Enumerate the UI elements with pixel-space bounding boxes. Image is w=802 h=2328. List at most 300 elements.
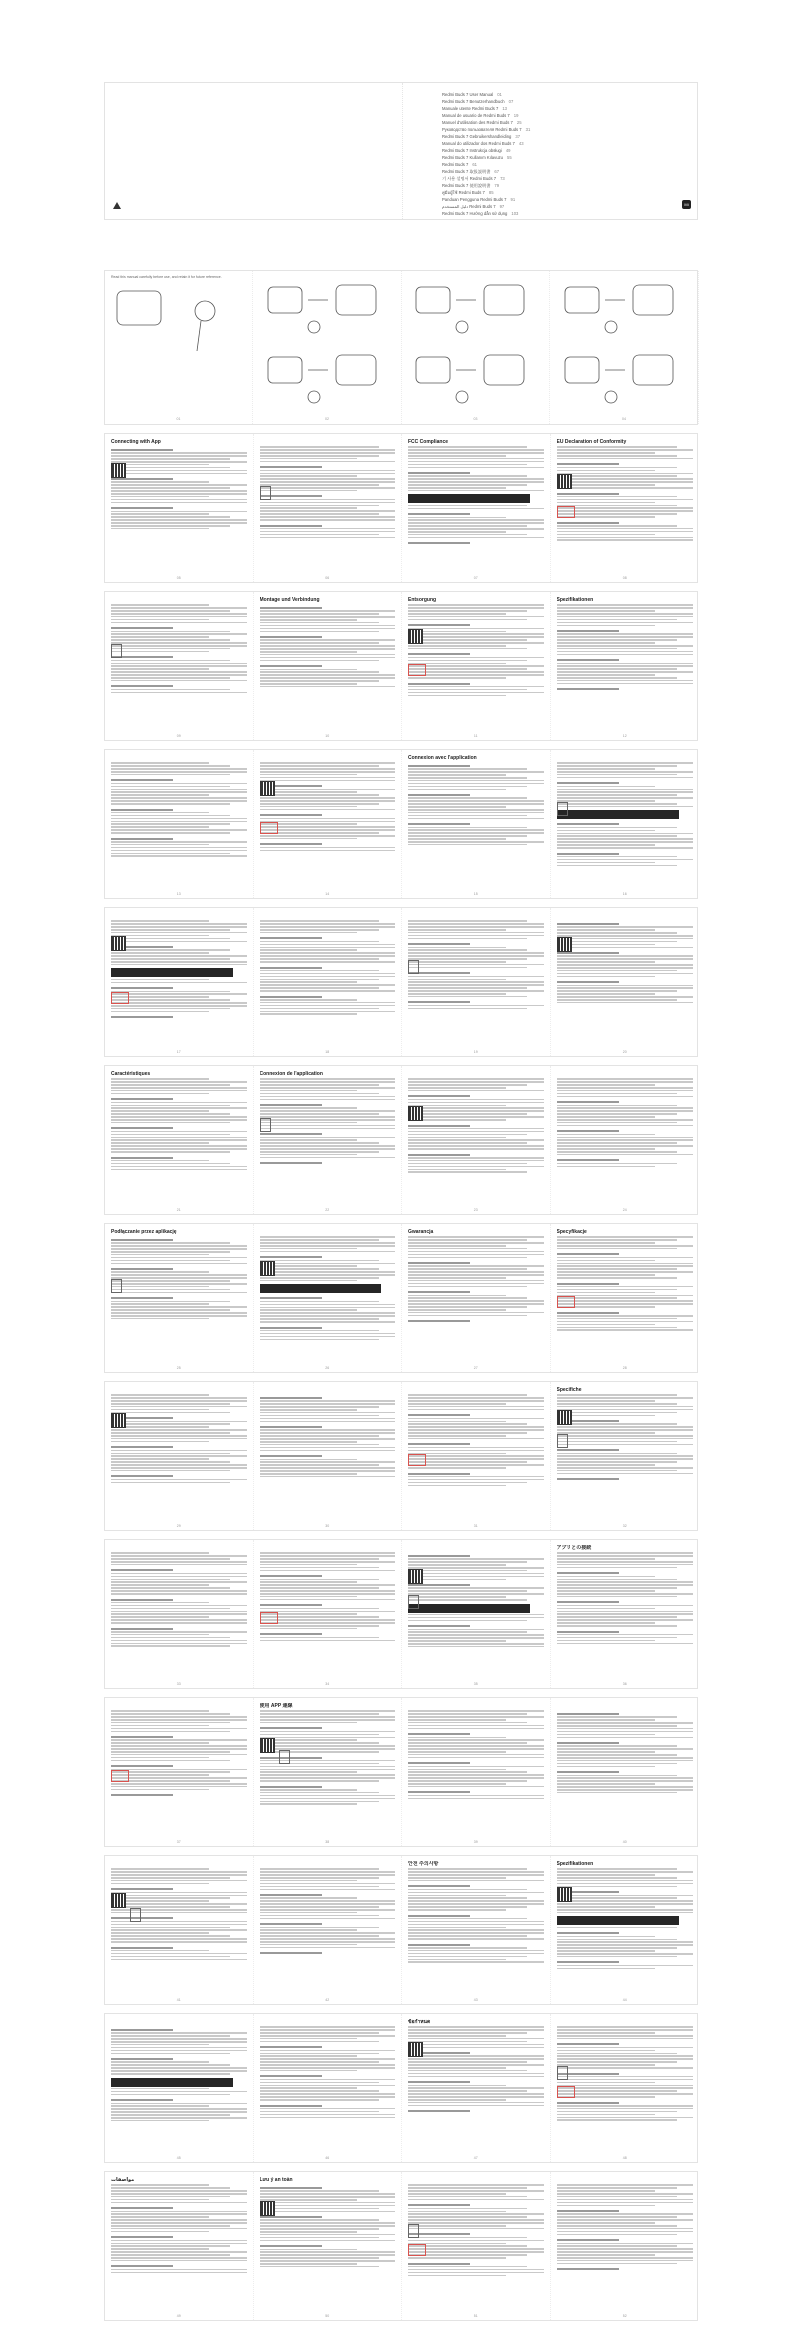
text-line — [408, 794, 470, 796]
text-line — [111, 1157, 173, 1159]
text-line — [260, 1447, 396, 1449]
manual-sheet — [104, 1223, 698, 1373]
text-line — [557, 2085, 694, 2087]
text-line — [408, 519, 544, 521]
page-number: 36 — [622, 1682, 627, 1686]
toc-page: 85 — [488, 190, 494, 195]
manual-page — [402, 1698, 551, 1846]
text-line — [111, 2196, 230, 2198]
text-line — [408, 789, 506, 791]
weee-bin-icon — [279, 1750, 290, 1764]
text-line — [557, 2047, 694, 2049]
qr-code — [408, 1106, 423, 1121]
text-line — [260, 1894, 322, 1896]
page-number: 32 — [622, 1524, 627, 1528]
text-line — [260, 2254, 396, 2256]
text-line — [260, 1002, 396, 1004]
manual-page — [551, 2172, 700, 2320]
text-line — [408, 624, 470, 626]
text-line — [111, 1950, 209, 1952]
section-heading — [557, 1703, 694, 1709]
text-line — [557, 1110, 694, 1112]
text-line — [260, 2055, 358, 2057]
text-line — [557, 1130, 620, 1132]
text-line — [408, 2093, 544, 2095]
text-line — [260, 1745, 396, 1747]
text-line — [111, 794, 209, 796]
text-line — [557, 958, 694, 960]
text-line — [111, 1163, 230, 1165]
text-line — [408, 780, 544, 782]
toc-label: Manuel d'utilisation des Redmi Buds 7 — [442, 120, 513, 125]
text-line — [111, 484, 247, 486]
text-line — [260, 1450, 396, 1452]
text-line — [111, 1107, 247, 1109]
text-line — [557, 1757, 694, 1759]
text-line — [111, 818, 247, 820]
weee-bin-icon — [408, 1595, 419, 1609]
text-line — [408, 642, 544, 644]
text-line — [260, 1148, 396, 1150]
text-line — [557, 1751, 655, 1753]
text-line — [557, 853, 620, 855]
text-line — [408, 522, 544, 524]
text-line — [260, 470, 396, 472]
text-line — [557, 2067, 694, 2069]
text-line — [260, 2222, 396, 2224]
text-line — [408, 2090, 527, 2092]
text-line — [557, 630, 620, 632]
text-line — [557, 973, 694, 975]
text-line — [260, 619, 358, 621]
text-line — [111, 692, 247, 694]
text-line — [408, 2032, 527, 2034]
text-line — [260, 1742, 379, 1744]
text-line — [260, 2193, 396, 2195]
text-line — [408, 1895, 506, 1897]
page-number: 19 — [473, 1050, 478, 1054]
text-line — [111, 1561, 247, 1563]
text-line — [111, 783, 247, 785]
text-line — [408, 1950, 544, 1952]
text-line — [408, 1719, 506, 1721]
text-line — [408, 1956, 527, 1958]
text-line — [408, 1464, 544, 1466]
text-line — [111, 1555, 247, 1557]
text-line — [260, 2111, 379, 2113]
text-line — [557, 1412, 677, 1414]
text-line — [260, 797, 396, 799]
text-line — [260, 1552, 396, 1554]
text-line — [557, 806, 694, 808]
section-heading — [111, 755, 247, 761]
text-line — [408, 1312, 544, 1314]
text-line — [260, 1604, 322, 1606]
text-line — [557, 2061, 677, 2063]
text-line — [260, 648, 396, 650]
text-line — [557, 1324, 655, 1326]
text-line — [260, 1941, 396, 1943]
text-line — [260, 1339, 379, 1341]
text-line — [557, 1122, 677, 1124]
text-line — [557, 791, 694, 793]
text-line — [260, 1789, 358, 1791]
text-line — [111, 2272, 247, 2274]
text-line — [557, 856, 677, 858]
text-line — [557, 823, 620, 825]
page-number: 26 — [325, 1366, 330, 1370]
text-line — [111, 1268, 173, 1270]
text-line — [408, 1081, 544, 1083]
manual-page — [402, 592, 551, 740]
text-line — [260, 987, 379, 989]
text-line — [557, 830, 655, 832]
text-line — [260, 1757, 322, 1759]
text-line — [260, 1128, 396, 1130]
text-line — [408, 1631, 527, 1633]
text-line — [408, 1306, 527, 1308]
text-line — [260, 1581, 358, 1583]
text-line — [557, 2076, 694, 2078]
text-line — [408, 537, 544, 539]
page-number: 11 — [473, 734, 478, 738]
text-line — [260, 1476, 396, 1478]
page-number: 44 — [622, 1998, 627, 2002]
text-line — [111, 771, 247, 773]
text-line — [111, 2067, 247, 2069]
text-line — [557, 993, 655, 995]
text-line — [260, 654, 396, 656]
text-line — [557, 1897, 677, 1899]
text-line — [408, 481, 544, 483]
text-line — [260, 484, 379, 486]
text-line — [260, 628, 396, 630]
toc-label: Redmi Buds 7 使用說明書 — [442, 183, 491, 188]
text-line — [557, 1090, 694, 1092]
warning-label — [557, 1296, 575, 1308]
text-line — [260, 1915, 379, 1917]
text-line — [111, 774, 230, 776]
text-line — [260, 1897, 358, 1899]
text-line — [557, 683, 694, 685]
text-line — [260, 475, 358, 477]
text-line — [260, 1599, 396, 1601]
text-line — [111, 1116, 247, 1118]
text-line — [408, 987, 527, 989]
text-line — [111, 2120, 209, 2122]
text-line — [111, 2108, 247, 2110]
text-line — [408, 455, 506, 457]
toc-page: 43 — [518, 141, 524, 146]
section-heading — [408, 1071, 544, 1077]
text-line — [408, 639, 527, 641]
text-line — [408, 1300, 544, 1302]
qr-code — [557, 937, 572, 952]
text-line — [260, 1619, 396, 1621]
text-line — [557, 642, 655, 644]
manual-page — [551, 750, 700, 898]
text-line — [557, 2055, 694, 2057]
text-line — [111, 613, 247, 615]
text-line — [111, 2050, 247, 2052]
text-line — [111, 1309, 230, 1311]
section-heading: Specifiche — [556, 1387, 582, 1393]
weee-bin-icon — [111, 644, 122, 658]
text-line — [111, 1306, 247, 1308]
text-line — [111, 1446, 173, 1448]
text-line — [111, 2061, 209, 2063]
text-line — [408, 2096, 544, 2098]
text-line — [260, 2260, 396, 2262]
text-line — [111, 1239, 173, 1241]
text-line — [408, 1716, 544, 1718]
text-line — [557, 1397, 694, 1399]
text-line — [408, 2110, 470, 2112]
earbuds-illustration — [402, 271, 550, 421]
text-line — [557, 1581, 694, 1583]
text-line — [111, 1573, 247, 1575]
text-line — [260, 967, 322, 969]
text-line — [260, 809, 396, 811]
section-heading — [111, 1703, 247, 1709]
text-line — [557, 680, 694, 682]
text-line — [557, 467, 677, 469]
text-line — [408, 2073, 544, 2075]
text-line — [260, 929, 379, 931]
page-number: 42 — [325, 1998, 330, 2002]
text-line — [557, 639, 677, 641]
text-line — [260, 1763, 379, 1765]
manual-page — [105, 750, 254, 898]
text-line — [408, 1142, 527, 1144]
text-line — [111, 1959, 247, 1961]
illustration-caption: Read this manual carefully before use, and retain it for future reference. — [111, 275, 222, 279]
text-line — [111, 1113, 230, 1115]
text-line — [408, 1116, 544, 1118]
section-heading — [408, 2177, 544, 2183]
text-line — [408, 1315, 527, 1317]
text-line — [408, 613, 506, 615]
text-line — [260, 473, 396, 475]
text-line — [557, 1883, 694, 1885]
text-line — [557, 2257, 694, 2259]
text-line — [260, 2058, 396, 2060]
text-line — [557, 677, 677, 679]
text-line — [111, 1312, 247, 1314]
text-line — [260, 1587, 379, 1589]
text-line — [557, 654, 694, 656]
text-line — [408, 1903, 544, 1905]
text-line — [111, 633, 247, 635]
text-line — [260, 677, 396, 679]
certification-strip — [111, 2078, 233, 2087]
text-line — [260, 1139, 358, 1141]
text-line — [408, 2211, 506, 2213]
section-heading: アプリとの接続 — [556, 1545, 592, 1551]
text-line — [557, 1877, 677, 1879]
text-line — [408, 2035, 506, 2037]
manual-sheet — [104, 1697, 698, 1847]
text-line — [260, 1421, 396, 1423]
text-line — [260, 1622, 396, 1624]
text-line — [260, 1418, 396, 1420]
page-number: 05 — [176, 576, 181, 580]
text-line — [557, 1754, 677, 1756]
text-line — [111, 1906, 230, 1908]
text-line — [111, 1093, 209, 1095]
text-line — [260, 2061, 379, 2063]
text-line — [408, 671, 544, 673]
text-line — [111, 841, 247, 843]
text-line — [408, 1733, 470, 1735]
text-line — [260, 1801, 379, 1803]
text-line — [557, 1912, 694, 1914]
text-line — [557, 2248, 694, 2250]
text-line — [557, 1874, 655, 1876]
text-line — [557, 2087, 694, 2089]
text-line — [111, 1297, 173, 1299]
text-line — [260, 794, 379, 796]
text-line — [111, 2035, 230, 2037]
text-line — [260, 525, 322, 527]
text-line — [260, 683, 358, 685]
text-line — [557, 835, 677, 837]
text-line — [408, 1774, 544, 1776]
text-line — [111, 1634, 209, 1636]
text-line — [260, 999, 358, 1001]
text-line — [260, 1162, 322, 1164]
text-line — [557, 1625, 677, 1627]
text-line — [111, 961, 247, 963]
text-line — [408, 2272, 544, 2274]
text-line — [260, 537, 396, 539]
page-number: 48 — [622, 2156, 627, 2160]
text-line — [111, 803, 230, 805]
manual-page — [551, 1066, 700, 1214]
text-line — [260, 1239, 379, 1241]
text-line — [260, 502, 396, 504]
text-line — [408, 967, 527, 969]
text-line — [557, 1939, 677, 1941]
text-line — [557, 955, 694, 957]
text-line — [111, 1016, 173, 1018]
text-line — [557, 507, 694, 509]
qr-code — [111, 936, 126, 951]
text-line — [557, 1590, 655, 1592]
certification-strip — [557, 810, 680, 819]
text-line — [557, 1587, 677, 1589]
text-line — [260, 478, 396, 480]
text-line — [111, 1777, 247, 1779]
toc-row — [442, 161, 602, 168]
text-line — [408, 464, 527, 466]
text-line — [111, 1084, 230, 1086]
manual-page — [254, 434, 403, 582]
text-line — [408, 1646, 544, 1648]
text-line — [408, 955, 544, 957]
text-line — [260, 1435, 379, 1437]
text-line — [260, 1104, 322, 1106]
qr-code — [260, 2201, 275, 2216]
text-line — [408, 1798, 544, 1800]
text-line — [111, 1883, 209, 1885]
text-line — [557, 1096, 694, 1098]
text-line — [408, 1938, 544, 1940]
text-line — [260, 534, 379, 536]
text-line — [111, 2058, 173, 2060]
text-line — [557, 1716, 677, 1718]
text-line — [260, 625, 396, 627]
text-line — [557, 1406, 694, 1408]
text-line — [260, 1087, 396, 1089]
text-line — [111, 1794, 173, 1796]
text-line — [557, 1771, 620, 1773]
text-line — [557, 2111, 677, 2113]
illustration-panel — [254, 271, 402, 424]
text-line — [111, 812, 209, 814]
text-line — [260, 2046, 322, 2048]
text-line — [408, 827, 527, 829]
page-number: 24 — [622, 1208, 627, 1212]
text-line — [408, 1102, 544, 1104]
text-line — [557, 926, 694, 928]
text-line — [111, 1087, 247, 1089]
text-line — [408, 1277, 506, 1279]
text-line — [260, 446, 379, 448]
text-line — [260, 1727, 322, 1729]
text-line — [408, 648, 527, 650]
page-number: 02 — [325, 417, 329, 421]
text-line — [557, 688, 620, 690]
text-line — [111, 1728, 247, 1730]
text-line — [408, 2190, 544, 2192]
text-line — [260, 1151, 379, 1153]
toc-label: Redmi Buds 7 Benutzerhandbuch — [442, 99, 505, 104]
text-line — [111, 622, 247, 624]
manual-page — [551, 1224, 700, 1372]
text-line — [111, 2225, 230, 2227]
text-line — [557, 1886, 677, 1888]
text-line — [260, 622, 379, 624]
text-line — [408, 1745, 544, 1747]
text-line — [408, 653, 470, 655]
page-number: 16 — [622, 892, 627, 896]
text-line — [111, 2240, 247, 2242]
text-line — [111, 1461, 230, 1463]
text-line — [111, 815, 230, 817]
text-line — [260, 487, 396, 489]
qr-code — [557, 1887, 572, 1902]
text-line — [408, 1397, 544, 1399]
text-line — [408, 1640, 506, 1642]
text-line — [260, 2075, 322, 2077]
section-heading: Connecting with App — [111, 439, 161, 445]
text-line — [557, 803, 677, 805]
text-line — [557, 2219, 694, 2221]
certification-strip — [408, 1604, 530, 1613]
text-line — [557, 1441, 677, 1443]
page-number: 18 — [325, 1050, 330, 1054]
text-line — [408, 952, 544, 954]
text-line — [408, 665, 544, 667]
text-line — [408, 1874, 544, 1876]
text-line — [408, 961, 506, 963]
text-line — [408, 2228, 544, 2230]
text-line — [557, 481, 694, 483]
text-line — [557, 1166, 655, 1168]
toc-row — [442, 168, 602, 175]
page-number: 39 — [473, 1840, 478, 1844]
